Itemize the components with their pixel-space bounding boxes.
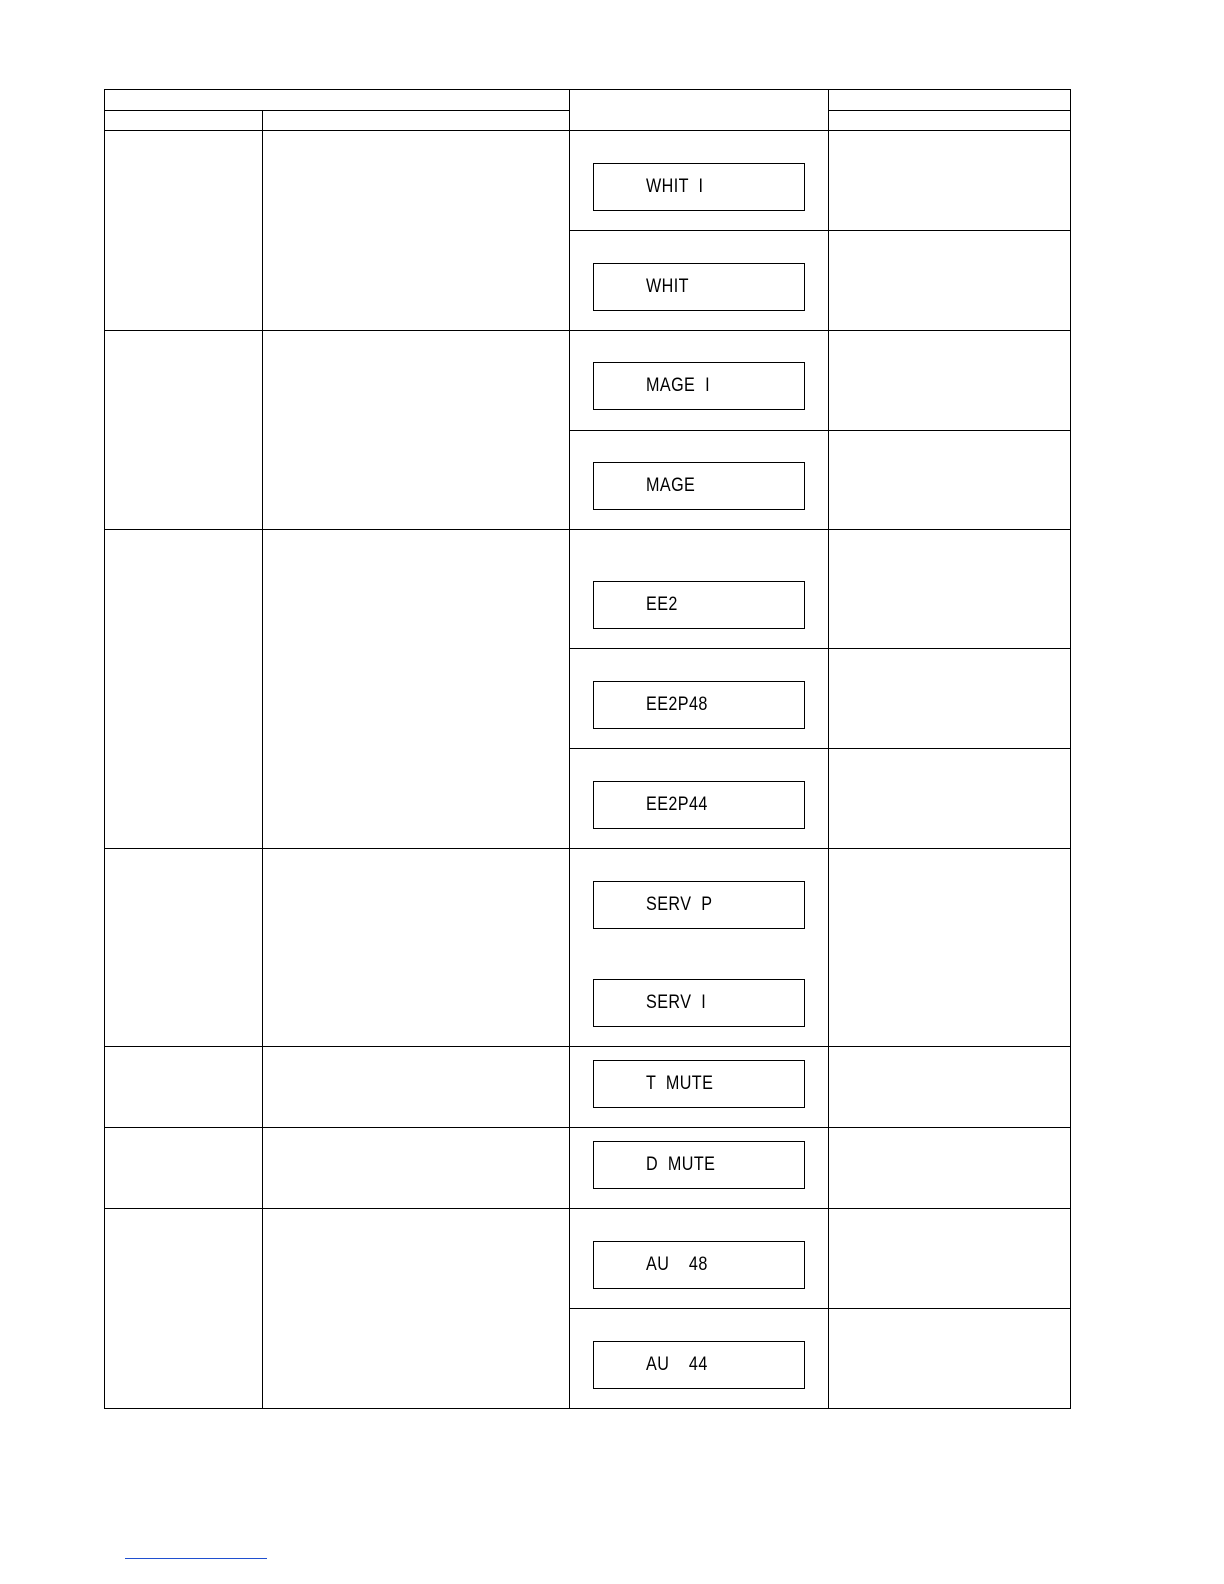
group-separator: [104, 848, 1071, 849]
lcd-text: EE2P48: [646, 694, 708, 715]
column-divider-3: [828, 89, 829, 1409]
lcd-text: EE2P44: [646, 794, 708, 815]
service-mode-table: [104, 89, 1071, 1409]
table-border-top: [104, 89, 1071, 90]
table-border-right: [1070, 89, 1071, 1409]
row-separator: [569, 1308, 1071, 1309]
group-separator: [104, 529, 1071, 530]
table-border-bottom: [104, 1408, 1071, 1409]
lcd-text: D MUTE: [646, 1154, 716, 1175]
lcd-display-ee2: [593, 581, 805, 629]
lcd-text: WHIT: [646, 276, 689, 297]
row-separator: [569, 230, 1071, 231]
header-divider-right: [828, 110, 1071, 111]
lcd-display-serv-i: [593, 979, 805, 1027]
row-separator: [569, 430, 1071, 431]
lcd-display-au-44: [593, 1341, 805, 1389]
lcd-text: AU 48: [646, 1254, 708, 1275]
lcd-text: AU 44: [646, 1354, 708, 1375]
lcd-display-d-mute: [593, 1141, 805, 1189]
column-divider-2: [569, 89, 570, 1409]
lcd-text: WHIT I: [646, 176, 704, 197]
lcd-display-whit: [593, 263, 805, 311]
row-separator: [569, 748, 1071, 749]
row-separator: [569, 648, 1071, 649]
footer-link-underline[interactable]: [125, 1558, 267, 1559]
lcd-display-t-mute: [593, 1060, 805, 1108]
lcd-text: SERV P: [646, 894, 713, 915]
group-separator: [104, 1208, 1071, 1209]
lcd-text: MAGE: [646, 475, 696, 496]
group-separator: [104, 1127, 1071, 1128]
lcd-display-ee2p44: [593, 781, 805, 829]
column-divider-1: [262, 130, 263, 1409]
lcd-display-au-48: [593, 1241, 805, 1289]
group-separator: [104, 1046, 1071, 1047]
header-bottom-line: [104, 130, 1071, 131]
table-border-left: [104, 89, 105, 1409]
lcd-display-mage: [593, 462, 805, 510]
lcd-display-serv-p: [593, 881, 805, 929]
lcd-display-mage-i: [593, 362, 805, 410]
lcd-text: EE2: [646, 594, 678, 615]
header-subcolumn-divider: [262, 110, 263, 131]
lcd-text: SERV I: [646, 992, 707, 1013]
header-divider-left: [104, 110, 569, 111]
lcd-display-ee2p48: [593, 681, 805, 729]
lcd-display-whit-i: [593, 163, 805, 211]
lcd-text: MAGE I: [646, 375, 711, 396]
group-separator: [104, 330, 1071, 331]
lcd-text: T MUTE: [646, 1073, 714, 1094]
